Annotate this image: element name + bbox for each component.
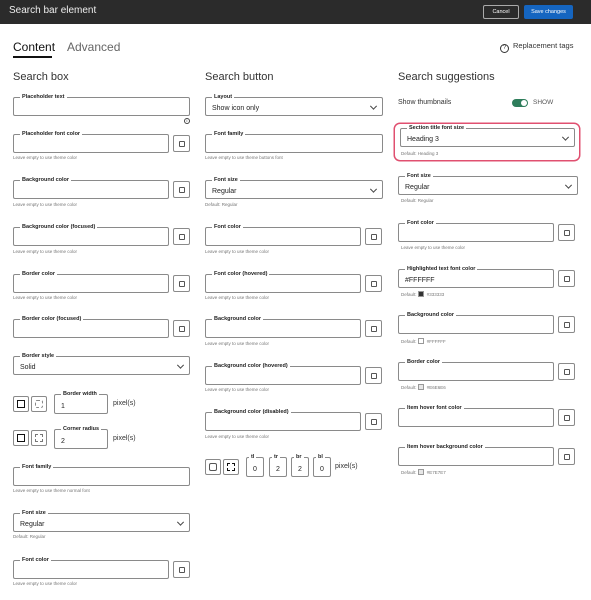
field-label: Background color (focused): [22, 224, 96, 230]
help-text: [401, 291, 444, 297]
replacement-tags-label: Replacement tags: [513, 41, 574, 50]
color-swatch-button[interactable]: [173, 320, 190, 337]
show-thumbnails-label: Show thumbnails: [398, 99, 452, 106]
help-text: Leave empty to use theme color: [205, 249, 270, 254]
field-label: Font size: [214, 177, 238, 183]
search-suggestions-heading: Search suggestions: [398, 71, 495, 83]
color-swatch-button[interactable]: [173, 181, 190, 198]
default-color-swatch: [418, 469, 424, 475]
selected-value: Regular: [20, 521, 45, 528]
field-label: Border color: [407, 359, 441, 365]
button-background-color-disabled-field[interactable]: [205, 409, 361, 431]
field-label: tr: [274, 454, 278, 460]
corner-sides-icon: [227, 463, 235, 471]
info-icon[interactable]: i: [184, 118, 190, 124]
swatch-icon: [179, 567, 185, 573]
search-button-heading: Search button: [205, 71, 274, 83]
font-color-field[interactable]: [13, 557, 169, 579]
save-changes-button[interactable]: Save changes: [524, 5, 573, 19]
color-swatch-button[interactable]: [365, 367, 382, 384]
help-text: Leave empty to use theme color: [13, 155, 78, 160]
default-color-value: #FFFFFF: [426, 339, 446, 344]
background-color-focused-field[interactable]: [13, 224, 169, 246]
color-swatch-button[interactable]: [558, 270, 575, 287]
replacement-tags-link[interactable]: [500, 41, 573, 53]
default-color-value: #333333: [426, 292, 445, 297]
help-text: Leave empty to use theme color: [401, 245, 466, 250]
swatch-icon: [564, 276, 570, 282]
help-text: [401, 469, 446, 475]
field-label: Layout: [214, 94, 233, 100]
cancel-button[interactable]: Cancel: [483, 5, 519, 19]
field-label: Background color: [407, 312, 455, 318]
corner-tr-input[interactable]: [269, 454, 287, 477]
border-all-sides-button[interactable]: [13, 396, 29, 412]
corner-all-button[interactable]: [13, 430, 29, 446]
default-color-value: #E7E7E7: [426, 470, 446, 475]
placeholder-font-color-field[interactable]: [13, 131, 169, 153]
input-value: 2: [276, 466, 280, 473]
corner-radius-input[interactable]: [54, 426, 108, 449]
field-label: Highlighted text font color: [407, 266, 476, 272]
field-label: Font size: [22, 510, 46, 516]
swatch-icon: [179, 281, 185, 287]
color-swatch-button[interactable]: [365, 413, 382, 430]
button-font-size-select[interactable]: [205, 177, 383, 199]
button-font-color-hovered-field[interactable]: [205, 271, 361, 293]
field-label: Font color: [407, 220, 434, 226]
toggle-state-label: SHOW: [533, 99, 554, 106]
color-swatch-button[interactable]: [173, 135, 190, 152]
corner-br-input[interactable]: [291, 454, 309, 477]
help-text: Leave empty to use theme color: [205, 387, 270, 392]
selected-value: Show icon only: [212, 105, 260, 112]
suggestions-font-size-select[interactable]: [398, 173, 578, 195]
show-thumbnails-toggle[interactable]: [512, 99, 528, 107]
swatch-icon: [371, 373, 377, 379]
default-color-value: #E6E6E6: [426, 385, 446, 390]
selected-value: Solid: [20, 364, 36, 371]
field-label: Font size: [407, 173, 431, 179]
default-label: Default:: [401, 292, 417, 297]
selected-value: Regular: [405, 184, 430, 191]
swatch-icon: [179, 187, 185, 193]
top-bar: [0, 0, 591, 24]
selected-value: Heading 3: [407, 136, 439, 143]
swatch-icon: [371, 326, 377, 332]
field-label: Font family: [22, 464, 52, 470]
corner-all-button[interactable]: [205, 459, 221, 475]
default-label: Default:: [401, 385, 417, 390]
field-label: Item hover font color: [407, 405, 462, 411]
chevron-down-icon: [370, 185, 377, 192]
field-label: Placeholder font color: [22, 131, 81, 137]
highlighted-text-font-color-field[interactable]: [398, 266, 554, 288]
placeholder-text-field[interactable]: [13, 94, 190, 116]
help-circle-icon: ?: [500, 44, 509, 53]
chevron-down-icon: [370, 102, 377, 109]
help-text: Leave empty to use theme color: [13, 581, 78, 586]
swatch-icon: [564, 454, 570, 460]
help-text: Leave empty to use theme color: [205, 341, 270, 346]
input-value: #FFFFFF: [405, 277, 435, 284]
help-text: [401, 384, 446, 390]
color-swatch-button[interactable]: [558, 316, 575, 333]
field-label: Background color (disabled): [214, 409, 289, 415]
field-label: bl: [318, 454, 323, 460]
color-swatch-button[interactable]: [365, 275, 382, 292]
swatch-icon: [179, 234, 185, 240]
field-label: Border style: [22, 353, 55, 359]
border-individual-sides-button[interactable]: [31, 396, 47, 412]
selected-value: Regular: [212, 188, 237, 195]
item-hover-background-color-field[interactable]: [398, 444, 554, 466]
border-all-icon: [17, 400, 25, 408]
help-text: Default: Regular: [205, 202, 238, 207]
item-hover-font-color-field[interactable]: [398, 405, 554, 427]
swatch-icon: [371, 419, 377, 425]
font-size-select[interactable]: [13, 510, 190, 532]
unit-label: pixel(s): [335, 463, 358, 470]
color-swatch-button[interactable]: [558, 448, 575, 465]
help-text: Leave empty to use theme buttons font: [205, 155, 283, 160]
corner-bl-input[interactable]: [313, 454, 331, 477]
field-label: Font color: [214, 224, 241, 230]
border-color-focused-field[interactable]: [13, 316, 169, 338]
field-label: Background color: [214, 316, 262, 322]
corner-all-icon: [17, 434, 25, 442]
field-label: Background color: [22, 177, 70, 183]
color-swatch-button[interactable]: [558, 363, 575, 380]
field-label: Font color: [22, 557, 49, 563]
field-label: Item hover background color: [407, 444, 483, 450]
unit-label: pixel(s): [113, 400, 136, 407]
corner-individual-button[interactable]: [31, 430, 47, 446]
help-text: Leave empty to use theme color: [13, 202, 78, 207]
default-label: Default:: [401, 470, 417, 475]
field-label: Border width: [63, 391, 97, 397]
field-label: Corner radius: [63, 426, 100, 432]
chevron-down-icon: [565, 181, 572, 188]
border-color-field[interactable]: [13, 271, 169, 293]
field-label: Font color (hovered): [214, 271, 268, 277]
input-value: 0: [253, 466, 257, 473]
dialog-title: Search bar element: [9, 5, 97, 16]
tab-content[interactable]: Content: [13, 40, 56, 54]
help-text: Leave empty to use theme color: [13, 295, 78, 300]
border-sides-icon: [35, 400, 43, 408]
border-style-select[interactable]: [13, 353, 190, 375]
input-value: 1: [61, 403, 65, 410]
layout-select[interactable]: [205, 94, 383, 116]
color-swatch-button[interactable]: [558, 224, 575, 241]
button-background-color-hovered-field[interactable]: [205, 363, 361, 385]
help-text: Default: Heading 3: [401, 151, 439, 156]
field-label: Placeholder text: [22, 94, 65, 100]
field-label: Font family: [214, 131, 244, 137]
chevron-down-icon: [177, 361, 184, 368]
font-family-field[interactable]: [13, 464, 190, 486]
button-font-family-field[interactable]: [205, 131, 383, 153]
corner-tl-input[interactable]: [246, 454, 264, 477]
color-swatch-button[interactable]: [173, 228, 190, 245]
help-text: Leave empty to use theme color: [205, 434, 270, 439]
field-label: Border color: [22, 271, 56, 277]
suggestions-border-color-field[interactable]: [398, 359, 554, 381]
suggestions-background-color-field[interactable]: [398, 312, 554, 334]
color-swatch-button[interactable]: [365, 228, 382, 245]
field-label: Section title font size: [409, 125, 465, 131]
background-color-field[interactable]: [13, 177, 169, 199]
active-tab-indicator: [13, 56, 52, 58]
chevron-down-icon: [562, 133, 569, 140]
field-label: br: [296, 454, 302, 460]
suggestions-font-color-field[interactable]: [398, 220, 554, 242]
corner-individual-button[interactable]: [223, 459, 239, 475]
swatch-icon: [564, 322, 570, 328]
input-value: 2: [298, 466, 302, 473]
unit-label: pixel(s): [113, 435, 136, 442]
swatch-icon: [564, 230, 570, 236]
button-background-color-field[interactable]: [205, 316, 361, 338]
swatch-icon: [564, 415, 570, 421]
input-value: 2: [61, 438, 65, 445]
border-width-input[interactable]: [54, 391, 108, 414]
swatch-icon: [179, 141, 185, 147]
search-box-heading: Search box: [13, 71, 69, 83]
help-text: Default: Regular: [401, 198, 434, 203]
help-text: Leave empty to use theme color: [13, 249, 78, 254]
section-title-font-size-select[interactable]: [400, 125, 575, 147]
color-swatch-button[interactable]: [365, 320, 382, 337]
default-label: Default:: [401, 339, 417, 344]
swatch-icon: [564, 369, 570, 375]
help-text: Leave empty to use theme color: [205, 295, 270, 300]
color-swatch-button[interactable]: [173, 561, 190, 578]
swatch-icon: [371, 234, 377, 240]
help-text: [401, 338, 446, 344]
swatch-icon: [179, 326, 185, 332]
corner-sides-icon: [35, 434, 43, 442]
help-text: Default: Regular: [13, 534, 46, 539]
field-label: tl: [251, 454, 255, 460]
input-value: 0: [320, 466, 324, 473]
color-swatch-button[interactable]: [558, 409, 575, 426]
default-color-swatch: [418, 291, 424, 297]
field-label: Background color (hovered): [214, 363, 288, 369]
field-label: Border color (focused): [22, 316, 82, 322]
corner-all-icon: [209, 463, 217, 471]
default-color-swatch: [418, 384, 424, 390]
chevron-down-icon: [177, 518, 184, 525]
color-swatch-button[interactable]: [173, 275, 190, 292]
default-color-swatch: [418, 338, 424, 344]
button-font-color-field[interactable]: [205, 224, 361, 246]
toggle-knob: [521, 100, 527, 106]
help-text: Leave empty to use theme normal font: [13, 488, 90, 493]
swatch-icon: [371, 281, 377, 287]
tab-advanced[interactable]: Advanced: [67, 40, 121, 54]
